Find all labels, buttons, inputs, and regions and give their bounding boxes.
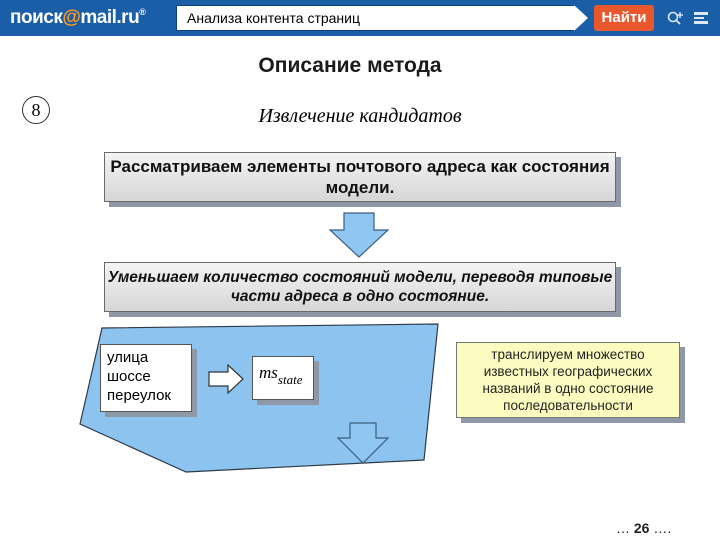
page-number-prefix: … (616, 520, 634, 536)
page-number (616, 520, 671, 536)
page-number-suffix: …. (649, 520, 672, 536)
down-arrow-icon (336, 422, 390, 464)
logo-domain: mail.ru (80, 7, 140, 28)
logo-at: @ (62, 7, 81, 28)
mail-ru-logo[interactable] (10, 7, 145, 29)
step2-box: Уменьшаем количество состояний модели, переводя типовые части адреса в одно состояние. (104, 262, 616, 312)
search-advanced-icon[interactable] (666, 9, 686, 27)
street-types-list (100, 344, 192, 412)
page-number-value: 26 (633, 520, 650, 536)
logo-registered: ® (139, 7, 146, 17)
note-box: транслируем множество известных географических названий в одно состояние последовательности (456, 342, 680, 418)
list-item: шоссе (107, 368, 151, 385)
state-symbol-box (252, 356, 314, 400)
page-title: Описание метода (258, 54, 442, 77)
search-input-pointer (574, 5, 588, 31)
list-item: переулок (107, 387, 171, 404)
state-subscript: state (277, 372, 303, 387)
logo-text: поиск (10, 7, 63, 28)
step1-box: Рассматриваем элементы почтового адреса как состояния модели. (104, 152, 616, 202)
state-symbol: ms (259, 363, 278, 382)
search-input[interactable]: Анализа контента страниц (176, 5, 576, 31)
slide-number-badge: 8 (22, 96, 50, 124)
section-subtitle: Извлечение кандидатов (258, 105, 462, 127)
right-arrow-icon (208, 364, 244, 394)
search-help-icon[interactable] (692, 9, 710, 27)
search-button[interactable]: Найти (594, 5, 654, 31)
list-item: улица (107, 349, 149, 366)
down-arrow-icon (328, 212, 390, 258)
search-header (0, 0, 720, 36)
